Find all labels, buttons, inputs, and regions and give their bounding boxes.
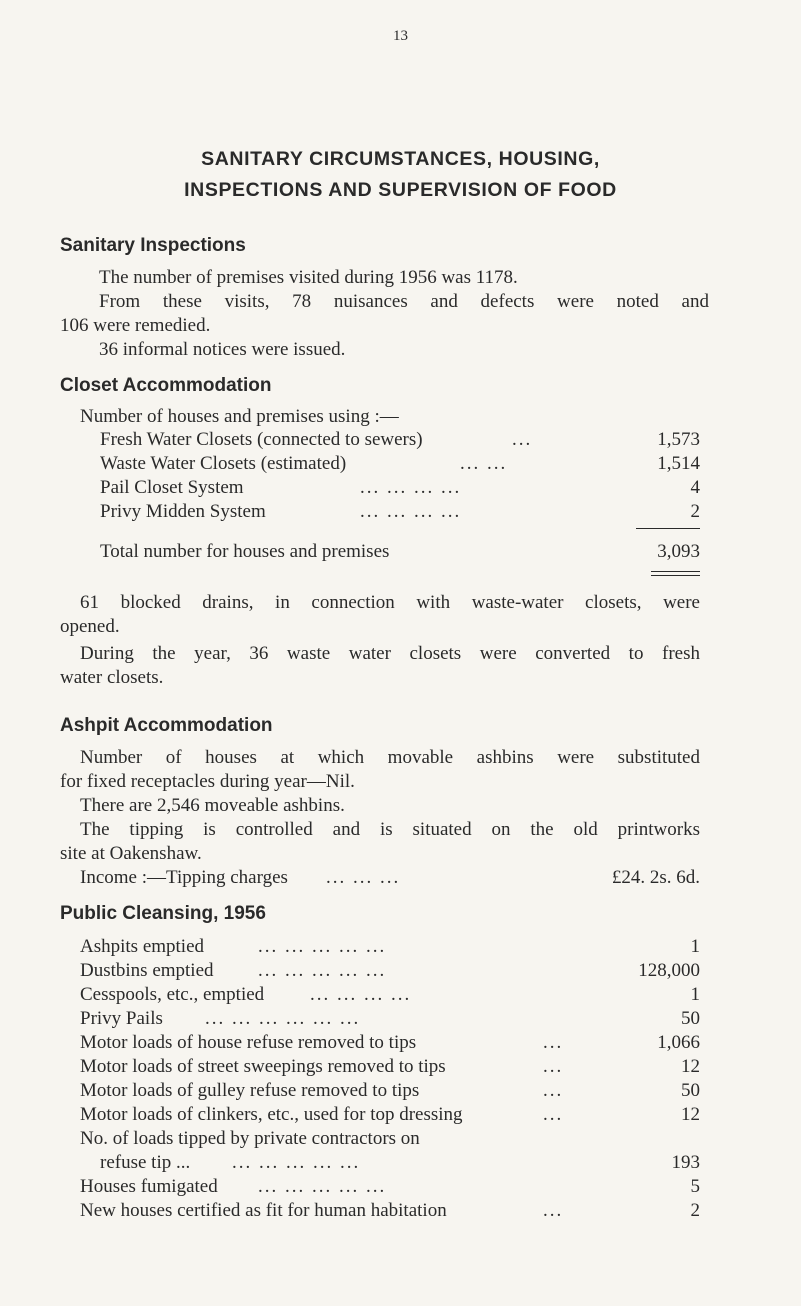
- closet-row-label: Waste Water Closets (estimated): [100, 453, 347, 474]
- closet-row-label: Privy Midden System: [100, 501, 266, 522]
- ashpit-paragraph-2: There are 2,546 moveable ashbins.: [80, 795, 345, 816]
- cleansing-row: [80, 936, 700, 960]
- closet-paragraph-2-cont: water closets.: [60, 667, 164, 688]
- cleansing-row-label: No. of loads tipped by private contractors on: [80, 1128, 420, 1149]
- income-label: Income :—Tipping charges: [80, 867, 288, 888]
- cleansing-row-label: Dustbins emptied: [80, 960, 214, 981]
- closet-total-label: Total number for houses and premises: [100, 541, 390, 562]
- closet-row-value: 1,573: [657, 429, 700, 450]
- income-value: £24. 2s. 6d.: [611, 867, 700, 888]
- cleansing-row: [80, 1008, 700, 1032]
- closet-row-label: Fresh Water Closets (connected to sewers): [100, 429, 423, 450]
- leader-dots: ... ... ... ...: [360, 477, 462, 498]
- ashpit-paragraph-1-cont: for fixed receptacles during year—Nil.: [60, 771, 355, 792]
- leader-dots: ... ... ... ... ...: [258, 960, 387, 981]
- leader-dots: ...: [543, 1080, 564, 1101]
- section-heading-closet: Closet Accommodation: [60, 375, 272, 396]
- leader-dots: ...: [543, 1200, 564, 1221]
- closet-total-row: [100, 541, 700, 565]
- cleansing-row: [80, 1200, 700, 1224]
- leader-dots: ...: [543, 1032, 564, 1053]
- cleansing-row-label: Motor loads of gulley refuse removed to tips: [80, 1080, 420, 1101]
- total-double-rule-top: [651, 571, 700, 572]
- page-number: 13: [393, 28, 408, 44]
- sanitary-paragraph-2-cont: 106 were remedied.: [60, 315, 211, 336]
- cleansing-row-label: Motor loads of clinkers, etc., used for top dressing: [80, 1104, 463, 1125]
- section-heading-ashpit: Ashpit Accommodation: [60, 715, 273, 736]
- closet-total-value: 3,093: [657, 541, 700, 562]
- cleansing-row: [80, 1128, 700, 1152]
- closet-paragraph-1: 61 blocked drains, in connection with waste-water closets, were: [80, 592, 700, 613]
- income-row: [80, 867, 700, 891]
- page-title-line-1: SANITARY CIRCUMSTANCES, HOUSING,: [201, 148, 600, 170]
- cleansing-row-value: 1,066: [657, 1032, 700, 1053]
- closet-row-value: 1,514: [657, 453, 700, 474]
- page-title-line-2: INSPECTIONS AND SUPERVISION OF FOOD: [184, 179, 617, 201]
- leader-dots: ... ... ... ... ...: [232, 1152, 361, 1173]
- sanitary-paragraph-2: From these visits, 78 nuisances and defects were noted and: [99, 291, 709, 312]
- cleansing-row-value: 5: [690, 1176, 700, 1197]
- closet-row: [100, 429, 700, 453]
- cleansing-row-value: 1: [690, 984, 700, 1005]
- closet-row: [100, 477, 700, 501]
- cleansing-row-value: 12: [681, 1056, 700, 1077]
- cleansing-row: [80, 1176, 700, 1200]
- leader-dots: ... ... ... ...: [360, 501, 462, 522]
- cleansing-row-value: 2: [690, 1200, 700, 1221]
- cleansing-row-value: 193: [671, 1152, 700, 1173]
- closet-paragraph-1-cont: opened.: [60, 616, 120, 637]
- cleansing-row-label: refuse tip ...: [100, 1152, 191, 1173]
- cleansing-row: [80, 1104, 700, 1128]
- closet-row: [100, 501, 700, 525]
- leader-dots: ... ... ... ...: [310, 984, 412, 1005]
- total-double-rule-bottom: [651, 575, 700, 576]
- cleansing-row: [100, 1152, 700, 1176]
- sanitary-paragraph-1: The number of premises visited during 1956 was 1178.: [99, 267, 518, 288]
- leader-dots: ...: [512, 429, 533, 450]
- leader-dots: ... ... ... ... ... ...: [205, 1008, 361, 1029]
- cleansing-row: [80, 1056, 700, 1080]
- cleansing-row-label: Cesspools, etc., emptied: [80, 984, 265, 1005]
- cleansing-row-label: Motor loads of street sweepings removed to tips: [80, 1056, 446, 1077]
- leader-dots: ...: [543, 1104, 564, 1125]
- closet-row-value: 4: [690, 477, 700, 498]
- ashpit-paragraph-3-cont: site at Oakenshaw.: [60, 843, 202, 864]
- leader-dots: ... ...: [460, 453, 508, 474]
- section-heading-cleansing: Public Cleansing, 1956: [60, 903, 266, 924]
- leader-dots: ... ... ...: [326, 867, 401, 888]
- cleansing-row-label: Ashpits emptied: [80, 936, 205, 957]
- section-heading-sanitary: Sanitary Inspections: [60, 235, 246, 256]
- cleansing-row-value: 50: [681, 1008, 700, 1029]
- cleansing-row-label: Privy Pails: [80, 1008, 163, 1029]
- closet-row-value: 2: [690, 501, 700, 522]
- ashpit-paragraph-1: Number of houses at which movable ashbins were substituted: [80, 747, 700, 768]
- cleansing-row-value: 12: [681, 1104, 700, 1125]
- closet-row: [100, 453, 700, 477]
- sanitary-paragraph-3: 36 informal notices were issued.: [99, 339, 346, 360]
- cleansing-row-value: 1: [690, 936, 700, 957]
- closet-paragraph-2: During the year, 36 waste water closets were converted to fresh: [80, 643, 700, 664]
- cleansing-row: [80, 1032, 700, 1056]
- leader-dots: ... ... ... ... ...: [258, 1176, 387, 1197]
- leader-dots: ... ... ... ... ...: [258, 936, 387, 957]
- cleansing-row: [80, 960, 700, 984]
- leader-dots: ...: [543, 1056, 564, 1077]
- subtotal-rule: [636, 528, 700, 529]
- cleansing-row-label: New houses certified as fit for human habitation: [80, 1200, 447, 1221]
- closet-intro: Number of houses and premises using :—: [80, 406, 399, 427]
- cleansing-row: [80, 1080, 700, 1104]
- cleansing-row-label: Motor loads of house refuse removed to tips: [80, 1032, 417, 1053]
- closet-row-label: Pail Closet System: [100, 477, 244, 498]
- cleansing-row: [80, 984, 700, 1008]
- cleansing-row-value: 128,000: [638, 960, 700, 981]
- cleansing-row-value: 50: [681, 1080, 700, 1101]
- ashpit-paragraph-3: The tipping is controlled and is situated on the old printworks: [80, 819, 700, 840]
- cleansing-row-label: Houses fumigated: [80, 1176, 218, 1197]
